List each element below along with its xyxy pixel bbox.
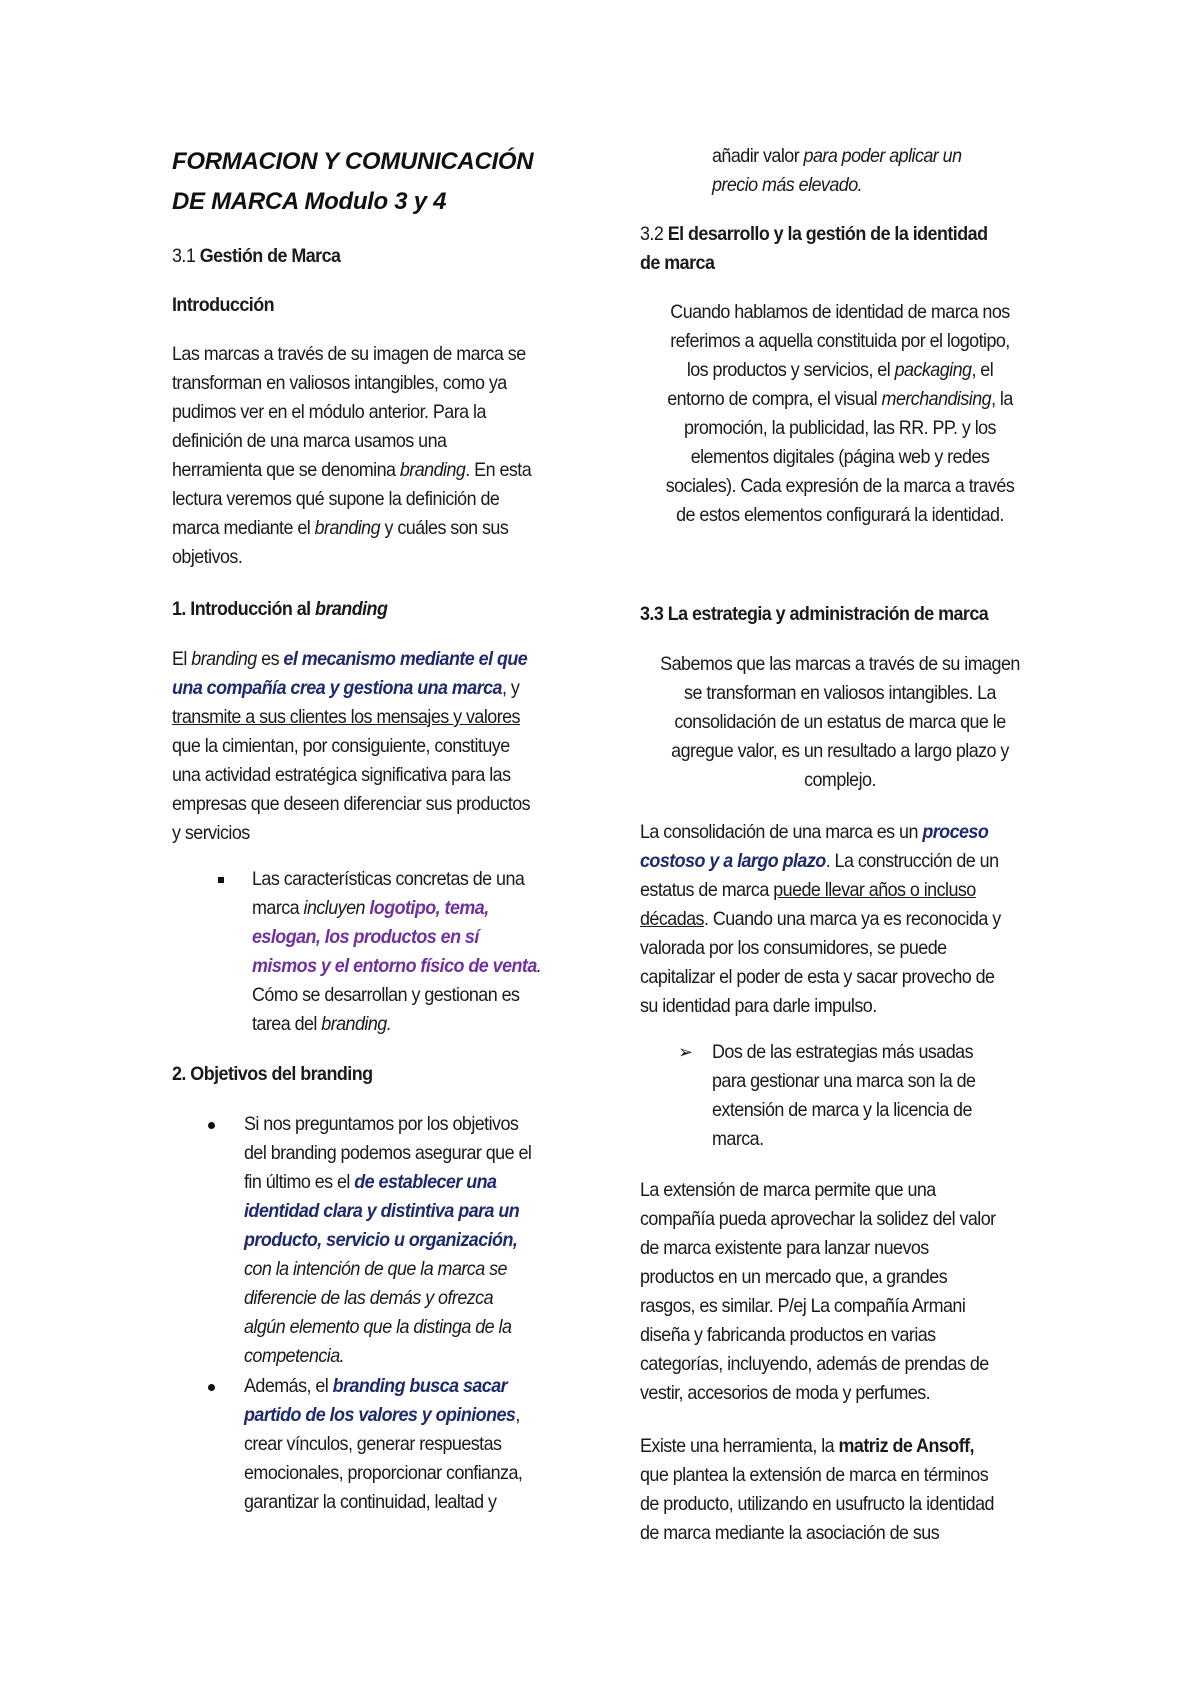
- title-line-2: DE MARCA Modulo 3 y 4: [172, 188, 447, 215]
- document-page: FORMACION Y COMUNICACIÓN DE MARCA Modulo 3 y 4 3.1 Gestión de Marca Introducción Las marcas a través de su imagen de marca se transforman en valiosos intangibles, como ya pudimos ver en el módulo anterior. Para la definición de una marca usamos una herramienta que se denomina branding. En esta lectura veremos qué supone la definición de marca mediante el branding y cuáles son sus objetivos. 1. Introducción al branding El branding es el mecanismo mediante el que una compañía crea y gestiona una marca, y transmite a sus clientes los mensajes y valores que la cimientan, por consiguiente, constituye una actividad estratégica significativa para las empresas que deseen diferenciar sus productos y servicios Las características concretas de una marca incluyen logotipo, tema, eslogan, los productos en sí mismos y el entorno físico de venta. Cómo se desarrollan y gestionan es tarea del branding. 2. Objetivos del branding Si nos preguntamos por los objetivos del branding podemos asegurar que el fin último es el de establecer una identidad clara y distintiva para un producto, servicio u organización, con la intención de que la marca se diferencie de las demás y ofrezca algún elemento que la distinga de la competencia. Además, el branding busca sacar partido de los valores y opiniones, crear vínculos, generar respuestas emocionales, proporcionar confianza, garantizar la continuidad, lealtad y añadir valor para poder aplicar un precio más elevado. 3.2 El desarrollo y la gestión de la identidad de marca Cuando hablamos de identidad de marca nos referimos a aquella constituida por el logotipo, los productos y servicios, el packaging, el entorno de compra, el visual merchandising, la promoción, la publicidad, las RR. PP. y los elementos digitales (página web y redes sociales). Cada expresión de la marca a través de estos elementos configurará la identidad. 3.3 La estrategia y administración de marca Sabemos que las marcas a través de su imagen se transforman en valiosos intangibles. La consolidación de un estatus de marca que le agregue valor, es un resultado a largo plazo y complejo. La consolidación de una marca es un proceso costoso y a largo plazo. La construcción de un estatus de marca puede llevar años o incluso décadas. Cuando una marca ya es reconocida y valorada por los consumidores, se puede capitalizar el poder de esta y sacar provecho de su identidad para darle impulso. ➢ Dos de las estrategias más usadas para gestionar una marca son la de extensión de marca y la licencia de marca. La extensión de marca permite que una compañía pueda aprovechar la solidez del valor de marca existente para lanzar nuevos productos en un mercado que, a grandes rasgos, es similar. P/ej La compañía Armani diseña y fabricanda productos en varias categorías, incluyendo, además de prendas de vestir, accesorios de moda y perfumes. Existe una herramienta, la matriz de Ansoff, que plantea la extensión de marca en términos de producto, utilizando en usufructo la identidad de marca mediante la asociación de sus: [0, 0, 1200, 1696]
- extension-paragraph: La extensión de marca permite que una compañía pueda aprovechar la solidez del valor de marca existente para lanzar nuevos productos en un mercado que, a grandes rasgos, es similar. P/ej La compañía Armani diseña y fabricanda productos en varias categorías, incluyendo, además de prendas de vestir, accesorios de moda y perfumes.: [640, 1179, 996, 1404]
- identity-paragraph: Cuando hablamos de identidad de marca nos referimos a aquella constituida por el logotipo, los productos y servicios, el packaging, el entorno de compra, el visual merchandising, la promoción, la publicidad, las RR. PP. y los elementos digitales (página web y redes sociales). Cada expresión de la marca a través de estos elementos configurará la identidad.: [665, 301, 1015, 526]
- square-bullet-icon: [218, 877, 224, 883]
- heading-objetivos: 2. Objetivos del branding: [172, 1063, 373, 1085]
- title-line-1: FORMACION Y COMUNICACIÓN: [172, 148, 534, 175]
- strategy-paragraph: Sabemos que las marcas a través de su imagen se transforman en valiosos intangibles. La consolidación de un estatus de marca que le agregue valor, es un resultado a largo plazo y complejo.: [660, 653, 1020, 791]
- section-3-2-heading: 3.2 El desarrollo y la gestión de la identidad de marca: [640, 223, 988, 274]
- round-bullet-icon: [208, 1122, 215, 1129]
- ansoff-paragraph: Existe una herramienta, la matriz de Ansoff, que plantea la extensión de marca en términos de producto, utilizando en usufructo la identidad de marca mediante la asociación de sus: [640, 1435, 994, 1544]
- heading-intro-branding: 1. Introducción al branding: [172, 598, 388, 620]
- intro-paragraph: Las marcas a través de su imagen de marca se transforman en valiosos intangibles, como ya pudimos ver en el módulo anterior. Para la definición de una marca usamos una herramienta que se denomina branding. En esta lectura veremos qué supone la definición de marca mediante el branding y cuáles son sus objetivos.: [172, 343, 532, 568]
- consolidation-paragraph: La consolidación de una marca es un proceso costoso y a largo plazo. La construcción de un estatus de marca puede llevar años o incluso décadas. Cuando una marca ya es reconocida y valorada por los consumidores, se puede capitalizar el poder de esta y sacar provecho de su identidad para darle impulso.: [640, 821, 1001, 1017]
- list-item-continuation: añadir valor para poder aplicar un precio más elevado.: [712, 145, 962, 196]
- arrow-bullet-icon: ➢: [678, 1042, 694, 1062]
- section-3-3-heading: 3.3 La estrategia y administración de marca: [640, 603, 989, 625]
- document-title: [172, 142, 592, 222]
- branding-paragraph: El branding es el mecanismo mediante el que una compañía crea y gestiona una marca, y transmite a sus clientes los mensajes y valores que la cimientan, por consiguiente, constituye una actividad estratégica significativa para las empresas que deseen diferenciar sus productos y servicios: [172, 648, 531, 844]
- round-bullet-icon: [208, 1384, 215, 1391]
- section-3-1-heading: 3.1 Gestión de Marca: [172, 245, 341, 267]
- intro-heading: Introducción: [172, 294, 275, 316]
